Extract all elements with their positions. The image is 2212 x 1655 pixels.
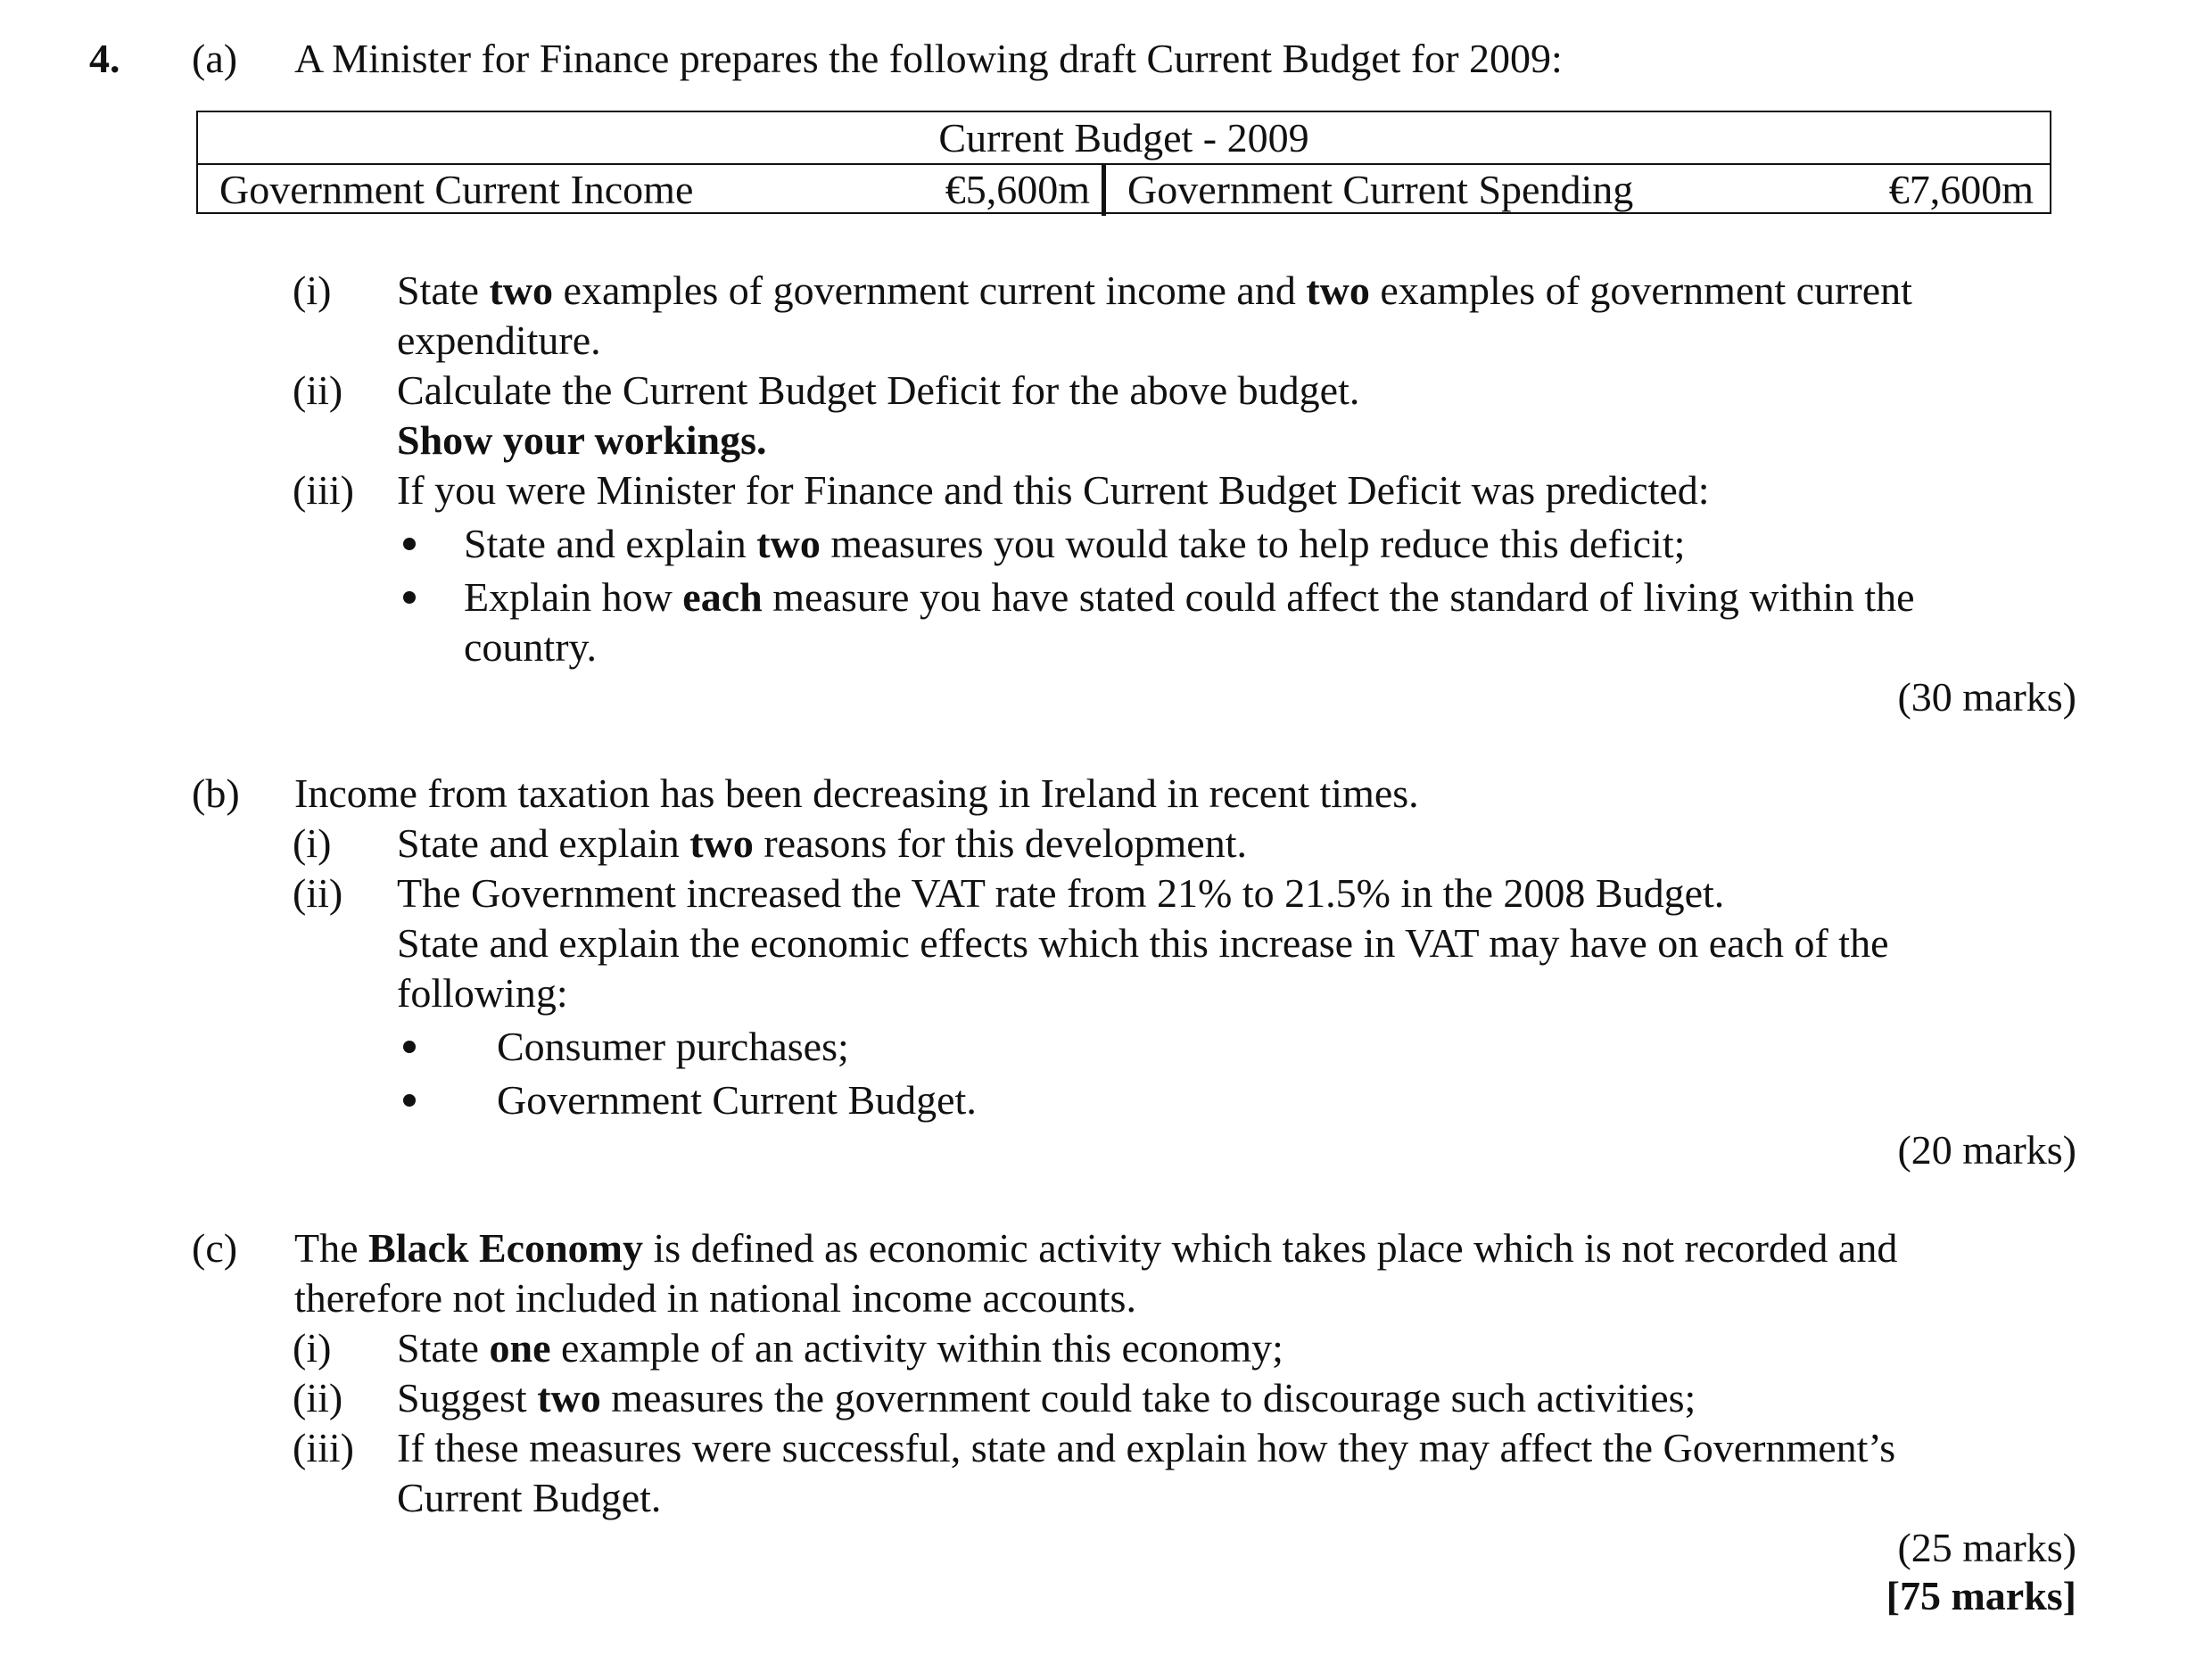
a-iii-label: (iii)	[293, 467, 354, 513]
c-ii-label: (ii)	[293, 1375, 343, 1420]
a-i-line2: expenditure.	[397, 317, 601, 363]
b-ii-line3: following:	[397, 970, 568, 1016]
a-i-line1: State two examples of government current income and two examples of government current	[397, 268, 1912, 313]
c-iii-line2: Current Budget.	[397, 1475, 662, 1520]
spending-label: Government Current Spending	[1127, 167, 1634, 212]
c-iii-line1: If these measures were successful, state and explain how they may affect the Government’s	[397, 1425, 1896, 1470]
income-label: Government Current Income	[219, 167, 694, 212]
a-iii-bullet2-line2: country.	[464, 624, 598, 670]
c-i-text: State one example of an activity within this economy;	[397, 1325, 1283, 1371]
c-ii-text: Suggest two measures the government could take to discourage such activities;	[397, 1375, 1696, 1420]
a-i-label: (i)	[293, 268, 332, 313]
part-b-marks: (20 marks)	[1897, 1127, 2076, 1173]
a-ii-label: (ii)	[293, 367, 343, 413]
a-ii-line1: Calculate the Current Budget Deficit for the above budget.	[397, 367, 1360, 413]
b-ii-bullet1: Consumer purchases;	[497, 1024, 849, 1069]
a-iii-bullet2: Explain how each measure you have stated could affect the standard of living within the	[464, 574, 1915, 620]
bullet-icon	[403, 591, 416, 604]
c-i-label: (i)	[293, 1325, 332, 1371]
income-value: €5,600m	[945, 167, 1090, 212]
part-c-marks: (25 marks)	[1897, 1525, 2076, 1570]
part-c-line1: The Black Economy is defined as economic activity which takes place which is not recorded and	[294, 1225, 1898, 1271]
question-number: 4.	[89, 36, 120, 81]
b-ii-bullet2: Government Current Budget.	[497, 1077, 977, 1123]
budget-table-title: Current Budget - 2009	[938, 115, 1309, 161]
a-iii-line1: If you were Minister for Finance and this Current Budget Deficit was predicted:	[397, 467, 1710, 513]
part-a-intro: A Minister for Finance prepares the following draft Current Budget for 2009:	[294, 36, 1563, 81]
b-i-text: State and explain two reasons for this development.	[397, 820, 1247, 866]
bullet-icon	[403, 1094, 416, 1107]
a-ii-line2: Show your workings.	[397, 417, 767, 463]
part-c-line2: therefore not included in national income accounts.	[294, 1275, 1136, 1321]
budget-table-row	[198, 163, 2050, 216]
part-b-intro: Income from taxation has been decreasing in Ireland in recent times.	[294, 770, 1419, 816]
part-b-label: (b)	[192, 770, 240, 816]
current-budget-table	[196, 111, 2051, 214]
spending-value: €7,600m	[1888, 167, 2034, 212]
b-ii-line2: State and explain the economic effects which this increase in VAT may have on each of the	[397, 920, 1889, 966]
part-a-label: (a)	[192, 36, 238, 81]
a-iii-bullet1: State and explain two measures you would take to help reduce this deficit;	[464, 521, 1686, 566]
total-marks: [75 marks]	[1886, 1573, 2076, 1618]
bullet-icon	[403, 538, 416, 550]
part-a-marks: (30 marks)	[1897, 674, 2076, 720]
b-i-label: (i)	[293, 820, 332, 866]
part-c-label: (c)	[192, 1225, 238, 1271]
table-divider	[1102, 165, 1106, 216]
b-ii-label: (ii)	[293, 870, 343, 916]
bullet-icon	[403, 1041, 416, 1053]
c-iii-label: (iii)	[293, 1425, 354, 1470]
b-ii-line1: The Government increased the VAT rate from 21% to 21.5% in the 2008 Budget.	[397, 870, 1725, 916]
